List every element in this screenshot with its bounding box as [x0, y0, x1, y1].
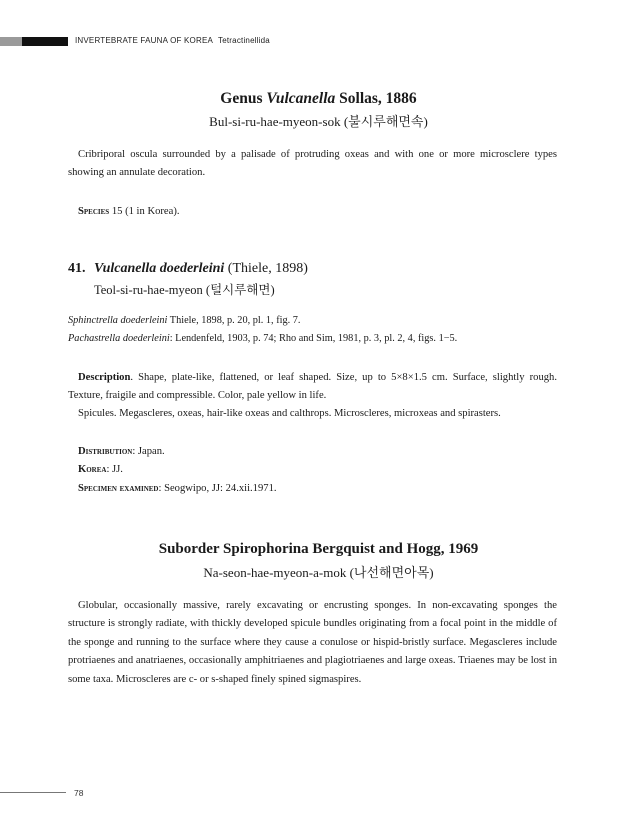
header-bar-black [22, 37, 68, 46]
species-korean-name: Teol-si-ru-hae-myeon (털시루해면) [94, 283, 275, 297]
species-heading [94, 261, 308, 277]
species-name: Vulcanella doederleini [94, 261, 225, 276]
species-author: (Thiele, 1898) [224, 261, 308, 276]
suborder-heading: Suborder Spirophorina Bergquist and Hogg, 1969 [158, 541, 479, 557]
header-title: INVERTEBRATE FAUNA OF KOREA [75, 36, 214, 45]
genus-author: Sollas, 1886 [335, 90, 417, 107]
species-korea [68, 461, 557, 479]
synonym-reference: Thiele, 1898, p. 20, pl. 1, fig. 7. [167, 315, 301, 326]
distribution-text: : Japan. [132, 446, 165, 457]
synonym-line-1 [68, 312, 301, 330]
genus-title-prefix: Genus [220, 90, 267, 107]
specimen-text: : Seogwipo, JJ: 24.xii.1971. [158, 483, 277, 494]
synonym-reference: : Lendenfeld, 1903, p. 74; Rho and Sim, 1981, p. 3, pl. 2, 4, figs. 1−5. [169, 333, 458, 344]
genus-name: Vulcanella [266, 90, 336, 107]
suborder-description: Globular, occasionally massive, rarely excavating or encrusting sponges. In non-excavating sponges the structure is strongly radiate, with thickly developed spicule bundles originating from a focal point in the middle of the sponge and running to the surface where they cause a conulose or hispid-bristly surface. Megascleres include protriaenes and anatriaenes, occasionally amphitriaenes and plagiotriaenes and large oxeas. Triaenes may be lost in some taxa. Microscleres are c- or s-shaped finely spined sigmaspires. [68, 600, 557, 685]
korea-text: : JJ. [106, 464, 123, 475]
species-distribution [68, 443, 557, 461]
species-description [68, 369, 557, 406]
running-header [75, 36, 270, 45]
species-label: Species [78, 206, 110, 217]
page-number: 78 [74, 788, 84, 798]
specimen-label: Specimen examined [78, 483, 159, 494]
header-subtitle: Tetractinellida [218, 36, 270, 45]
description-label: Description [78, 372, 131, 383]
genus-heading [0, 90, 637, 108]
synonym-name: Pachastrella doederleini [68, 333, 170, 344]
genus-species-count [68, 203, 557, 221]
genus-korean-name: Bul-si-ru-hae-myeon-sok (불시루해면속) [209, 114, 428, 129]
species-count-text: 15 (1 in Korea). [109, 206, 180, 217]
genus-description: Cribriporal oscula surrounded by a palisade of protruding oxeas and with one or more microsclere types showing an annulate decoration. [68, 149, 557, 179]
footer-rule [0, 792, 66, 793]
description-text: . Shape, plate-like, flattened, or leaf shaped. Size, up to 5×8×1.5 cm. Surface, slightly rough. Texture, fraigile and compressible. Color, pale yellow in life. [68, 372, 557, 402]
synonym-name: Sphinctrella doederleini [68, 315, 168, 326]
header-bar-gray [0, 37, 22, 46]
synonym-line-2 [68, 330, 457, 348]
species-number: 41. [68, 261, 86, 276]
species-spicules: Spicules. Megascleres, oxeas, hair-like oxeas and calthrops. Microscleres, microxeas and spirasters. [78, 408, 501, 419]
distribution-label: Distribution [78, 446, 133, 457]
suborder-korean-name: Na-seon-hae-myeon-a-mok (나선해면아목) [203, 565, 434, 580]
korea-label: Korea [78, 464, 107, 475]
species-specimen [68, 480, 557, 498]
